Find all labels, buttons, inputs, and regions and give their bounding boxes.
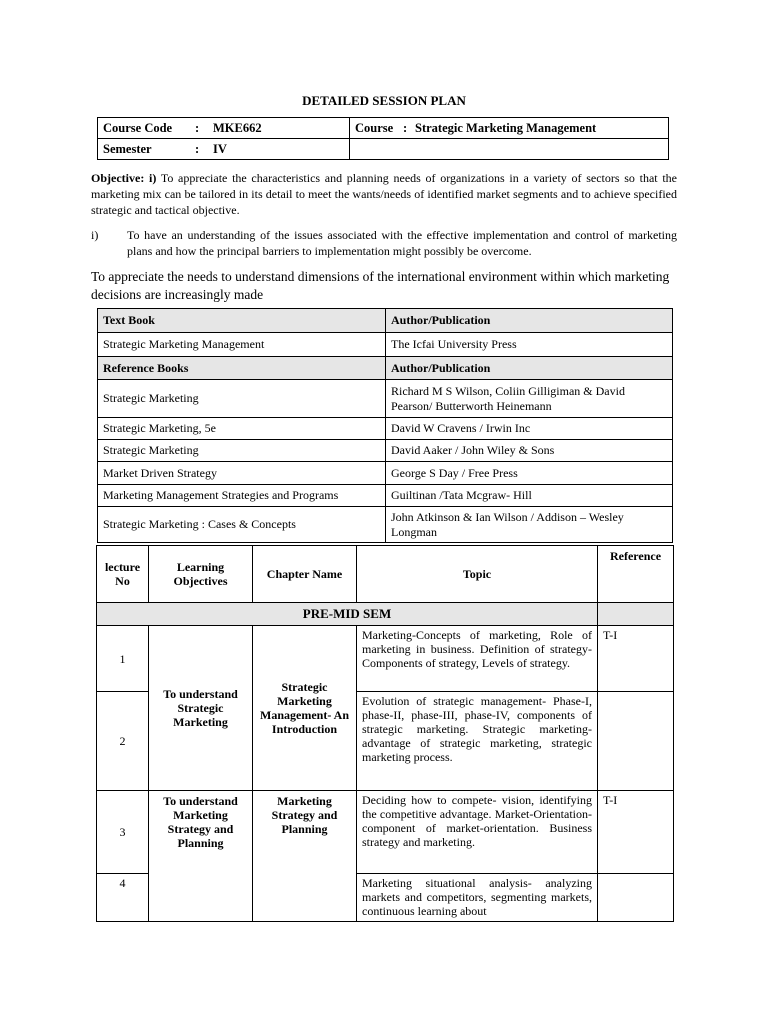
text-book-row	[98, 333, 673, 357]
reference-row	[98, 507, 673, 543]
lecture-number: 3	[97, 791, 149, 874]
empty-cell	[350, 139, 669, 160]
section-title: PRE-MID SEM	[97, 603, 598, 626]
reference-row	[98, 418, 673, 440]
reference-row	[98, 485, 673, 507]
learning-objective: To understand Marketing Strategy and Planning	[149, 791, 253, 922]
reference-row	[98, 380, 673, 418]
learning-objectives-header: Learning Objectives	[149, 546, 253, 603]
book-author: Richard M S Wilson, Coliin Gilligiman & David Pearson/ Butterworth Heinemann	[386, 380, 673, 418]
course-code-cell	[98, 118, 350, 139]
book-title: Marketing Management Strategies and Programs	[98, 485, 386, 507]
objective-first-text: To appreciate the characteristics and planning needs of organizations in a variety of sectors so that the marketing mix can be tailored in its detail to meet the wants/needs of identified market segments and to achieve specified strategic and tactical objective.	[91, 171, 678, 217]
book-title: Market Driven Strategy	[98, 462, 386, 485]
topic-header: Topic	[357, 546, 598, 603]
objective-second-number: i)	[91, 228, 99, 242]
lecture-topic: Marketing situational analysis- analyzing markets and competitors, segmenting markets, continuous learning about	[357, 874, 598, 922]
lecture-reference	[598, 692, 674, 791]
lecture-number: 4	[97, 874, 149, 922]
lecture-number: 2	[97, 692, 149, 791]
objective-lead: Objective: i)	[91, 171, 157, 185]
learning-objective: To understand Strategic Marketing	[149, 626, 253, 791]
course-name-cell	[350, 118, 669, 139]
book-author: Guiltinan /Tata Mcgraw- Hill	[386, 485, 673, 507]
book-author: John Atkinson & Ian Wilson / Addison – Wesley Longman	[386, 507, 673, 543]
book-author: David Aaker / John Wiley & Sons	[386, 440, 673, 462]
semester-row	[98, 139, 669, 160]
semester-separator: :	[195, 141, 200, 156]
course-label: Course	[355, 120, 394, 135]
reference-row	[98, 462, 673, 485]
lecture-topic: Deciding how to compete- vision, identifying the competitive advantage. Market-Orientation- component of market-orientation. Business strategy and marketing.	[357, 791, 598, 874]
schedule-header-row	[97, 546, 674, 603]
book-author: George S Day / Free Press	[386, 462, 673, 485]
books-table	[97, 308, 673, 543]
lecture-row	[97, 626, 674, 692]
lecture-topic: Evolution of strategic management- Phase-I, phase-II, phase-III, phase-IV, components of strategic marketing. Strategic marketing- advantage of strategic marketing, strategic marketing process.	[357, 692, 598, 791]
lecture-schedule-table	[96, 545, 674, 922]
reference-author-header: Author/Publication	[386, 357, 673, 380]
book-title: Strategic Marketing, 5e	[98, 418, 386, 440]
lecture-reference: T-I	[598, 791, 674, 874]
objective-second-text: To have an understanding of the issues associated with the effective implementation and control of marketing plans and how the principal barriers to implementation might possibly be overcome.	[127, 228, 677, 258]
section-row	[97, 603, 674, 626]
course-row	[98, 118, 669, 139]
objective-first	[91, 170, 677, 218]
reference-header: Reference	[598, 546, 674, 603]
semester-value: IV	[213, 141, 227, 156]
book-author: The Icfai University Press	[386, 333, 673, 357]
semester-cell	[98, 139, 350, 160]
text-book-header: Text Book	[98, 309, 386, 333]
reference-row	[98, 440, 673, 462]
author-header: Author/Publication	[386, 309, 673, 333]
text-book-header-row	[98, 309, 673, 333]
course-code-label: Course Code	[103, 120, 173, 135]
section-reference-cell	[598, 603, 674, 626]
course-separator: :	[403, 120, 408, 135]
lecture-no-header: lecture No	[97, 546, 149, 603]
course-name-value: Strategic Marketing Management	[415, 120, 597, 135]
book-title: Strategic Marketing	[98, 440, 386, 462]
lecture-number: 1	[97, 626, 149, 692]
chapter-name: Marketing Strategy and Planning	[253, 791, 357, 922]
reference-books-header: Reference Books	[98, 357, 386, 380]
chapter-name-header: Chapter Name	[253, 546, 357, 603]
lecture-reference	[598, 874, 674, 922]
lecture-reference: T-I	[598, 626, 674, 692]
document-title: DETAILED SESSION PLAN	[302, 93, 466, 108]
reference-header-row	[98, 357, 673, 380]
lecture-topic: Marketing-Concepts of marketing, Role of marketing in business. Definition of strategy- Components of strategy, Levels of strategy.	[357, 626, 598, 692]
course-code-separator: :	[195, 120, 200, 135]
chapter-name: Strategic Marketing Management- An Introduction	[253, 626, 357, 791]
course-code-value: MKE662	[213, 120, 262, 135]
semester-label: Semester	[103, 141, 152, 156]
lecture-row	[97, 791, 674, 874]
book-title: Strategic Marketing	[98, 380, 386, 418]
course-header-table	[97, 117, 669, 160]
objective-second	[91, 227, 677, 259]
book-title: Strategic Marketing Management	[98, 333, 386, 357]
book-title: Strategic Marketing : Cases & Concepts	[98, 507, 386, 543]
objective-third: To appreciate the needs to understand dimensions of the international environment within which marketing decisions are increasingly made	[91, 269, 670, 302]
book-author: David W Cravens / Irwin Inc	[386, 418, 673, 440]
